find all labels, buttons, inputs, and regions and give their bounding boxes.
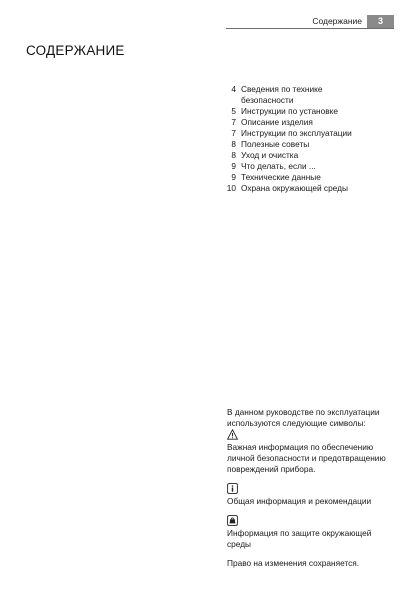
toc-entry[interactable] [222, 150, 402, 161]
symbol-text-line: Общая информация и рекомендации [227, 496, 372, 506]
symbol-text-line: повреждений прибора. [227, 464, 316, 474]
toc-page-number: 5 [231, 106, 236, 116]
symbol-text-line: Важная информация по обеспечению [227, 442, 374, 452]
symbol-info [227, 483, 397, 507]
symbols-intro-line: используются следующие символы: [227, 418, 366, 428]
toc-entry[interactable] [222, 106, 402, 117]
toc-page-number: 9 [231, 161, 236, 171]
toc-entry[interactable] [222, 161, 402, 172]
symbol-text-line: личной безопасности и предотвращению [227, 453, 386, 463]
toc-title: Инструкции по эксплуатации [241, 128, 352, 138]
toc-page-number: 9 [231, 172, 236, 182]
toc-entry[interactable] [222, 128, 402, 139]
toc-title: Что делать, если ... [241, 161, 316, 171]
toc-page-number: 10 [226, 183, 236, 193]
page-number: 3 [367, 15, 394, 28]
toc-entry[interactable] [222, 117, 402, 128]
toc-title: Инструкции по установке [241, 106, 338, 116]
toc-title: Технические данные [241, 172, 321, 182]
toc-entry[interactable] [222, 139, 402, 150]
symbol-warning [227, 429, 397, 475]
environment-icon [227, 515, 238, 526]
toc-title: Полезные советы [241, 139, 310, 149]
toc-page-number: 7 [231, 128, 236, 138]
symbol-warning-text [227, 442, 397, 475]
symbol-environment [227, 515, 397, 550]
rights-notice: Право на изменения сохраняется. [227, 558, 360, 568]
section-label: Содержание [312, 16, 362, 26]
symbol-text-line: Информация по защите окружающей [227, 528, 372, 538]
toc-title: Уход и очистка [241, 150, 299, 160]
toc-entry[interactable] [222, 172, 402, 183]
toc-title-line: Сведения по технике [241, 84, 323, 94]
symbols-legend [227, 407, 397, 569]
toc-entry[interactable] [222, 183, 402, 194]
symbol-environment-text [227, 528, 397, 550]
toc-title: Охрана окружающей среды [241, 183, 348, 193]
table-of-contents [222, 84, 402, 194]
symbols-intro [227, 407, 397, 429]
toc-page-number: 8 [231, 150, 236, 160]
page-title: СОДЕРЖАНИЕ [26, 43, 125, 58]
toc-title [241, 84, 322, 106]
toc-page-number: 4 [231, 84, 236, 94]
toc-entry[interactable] [222, 84, 402, 106]
warning-triangle-icon [227, 429, 238, 440]
symbol-text-line: среды [227, 539, 251, 549]
toc-title-line: безопасности [241, 95, 294, 105]
symbol-info-text [227, 496, 397, 507]
toc-page-number: 8 [231, 139, 236, 149]
page-header [226, 15, 394, 29]
info-icon [227, 483, 238, 494]
toc-page-number: 7 [231, 117, 236, 127]
symbols-intro-line: В данном руководстве по эксплуатации [227, 407, 380, 417]
toc-title: Описание изделия [241, 117, 313, 127]
